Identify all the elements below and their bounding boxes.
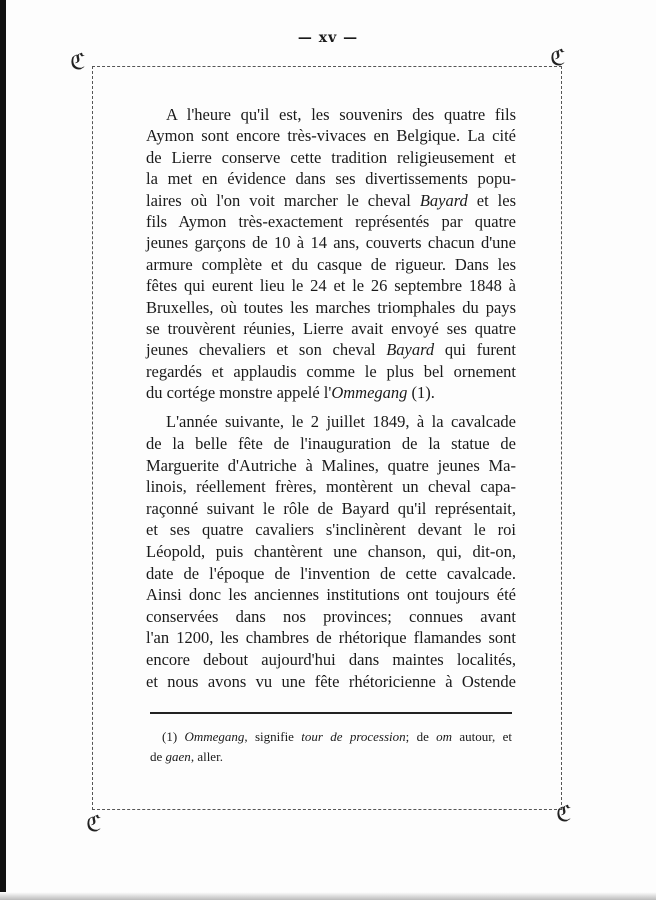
italic-text: tour de procession	[301, 729, 406, 744]
text-line	[146, 455, 516, 477]
text-segment: de la belle fête de l'inauguration de la statue de	[146, 434, 516, 454]
text-segment: ; de	[405, 729, 437, 744]
text-segment: regardés et applaudis comme le plus bel ornement	[146, 361, 516, 381]
footnote	[150, 727, 512, 767]
text-line	[146, 649, 516, 671]
text-line	[146, 211, 516, 232]
text-segment: jeunes chevaliers et son cheval	[146, 340, 387, 360]
text-segment: encore debout aujourd'hui dans maintes localités,	[146, 650, 516, 669]
text-line	[146, 433, 516, 455]
paragraph	[146, 411, 516, 692]
text-segment: Léopold, puis chantèrent une chanson, qui, dit-on,	[146, 542, 516, 562]
text-segment: et les	[467, 190, 516, 210]
text-segment: , signifie	[244, 729, 302, 744]
text-segment: , aller.	[190, 749, 223, 764]
text-line	[146, 498, 516, 520]
text-segment: L'année suivante, le 2 juillet 1849, à la cavalcade	[166, 412, 516, 432]
italic-text: Bayard	[419, 190, 468, 210]
text-segment: (1)	[162, 729, 185, 744]
text-segment: conservées dans nos provinces; connues avant	[146, 606, 516, 626]
text-segment: qui furent	[434, 340, 516, 360]
text-segment: (1).	[407, 383, 435, 403]
text-segment: de Lierre conserve cette tradition religieusement et	[146, 147, 516, 167]
corner-ornament-icon: ℭ	[70, 50, 86, 75]
text-segment: l'an 1200, les chambres de rhétorique flamandes sont	[146, 628, 516, 648]
text-line	[146, 476, 516, 498]
text-line	[146, 125, 516, 146]
italic-text: Bayard	[386, 340, 435, 360]
text-segment: et nous avons vu une fête rhétoricienne à Ostende	[146, 671, 516, 691]
corner-ornament-icon: ℭ	[86, 812, 102, 837]
scan-shadow	[0, 892, 656, 900]
text-segment: la met en évidence dans ses divertissements popu-	[146, 169, 516, 189]
text-line	[150, 727, 512, 747]
text-segment: A l'heure qu'il est, les souvenirs des quatre fils	[166, 105, 516, 124]
text-line	[150, 747, 512, 767]
text-line	[146, 606, 516, 628]
text-segment: de	[150, 749, 166, 764]
text-line	[146, 339, 516, 360]
text-line	[146, 519, 516, 541]
text-line	[146, 232, 516, 253]
page-number: — xv —	[297, 30, 359, 46]
text-segment: laires où l'on voit marcher le cheval	[146, 190, 420, 210]
text-line	[146, 104, 516, 125]
text-segment: raçonné suivant le rôle de Bayard qu'il représentait,	[146, 498, 516, 518]
text-line	[146, 297, 516, 318]
corner-ornament-icon: ℭ	[550, 46, 566, 71]
scan-edge	[0, 0, 6, 900]
text-line	[146, 190, 516, 211]
text-segment: armure complète et du casque de rigueur. Dans les	[146, 254, 516, 274]
text-segment: Aymon sont encore très-vivaces en Belgique. La cité	[146, 126, 516, 146]
text-line	[146, 671, 516, 693]
text-segment: Bruxelles, où toutes les marches triomphales du pays	[146, 297, 516, 317]
italic-text: om	[436, 729, 453, 744]
text-line	[146, 382, 516, 403]
text-line	[146, 627, 516, 649]
text-line	[146, 541, 516, 563]
text-segment: jeunes garçons de 10 à 14 ans, couverts chacun d'une	[146, 233, 516, 253]
corner-ornament-icon: ℭ	[556, 802, 572, 827]
text-line	[146, 411, 516, 433]
text-line	[146, 584, 516, 606]
text-segment: Marguerite d'Autriche à Malines, quatre jeunes Ma-	[146, 455, 516, 475]
text-line	[146, 361, 516, 382]
text-segment: se trouvèrent réunies, Lierre avait envoyé ses quatre	[146, 318, 516, 338]
text-line	[146, 563, 516, 585]
text-segment: date de l'époque de l'invention de cette cavalcade.	[146, 563, 516, 583]
text-segment: linois, réellement frères, montèrent un cheval capa-	[146, 477, 516, 497]
body-text	[146, 104, 516, 692]
text-line	[146, 275, 516, 296]
italic-text: gaen	[165, 749, 191, 764]
italic-text: Ommegang	[184, 729, 245, 744]
text-line	[146, 147, 516, 168]
paragraph	[146, 104, 516, 403]
footnote-rule	[150, 712, 512, 714]
text-line	[146, 168, 516, 189]
text-segment: fils Aymon très-exactement représentés par quatre	[146, 211, 516, 231]
text-segment: et ses quatre cavaliers s'inclinèrent devant le roi	[146, 520, 516, 540]
text-segment: fêtes qui eurent lieu le 24 et le 26 septembre 1848 à	[146, 276, 516, 296]
text-line	[146, 318, 516, 339]
text-segment: Ainsi donc les anciennes institutions ont toujours été	[146, 585, 516, 605]
text-segment: autour, et	[452, 729, 512, 744]
italic-text: Ommegang	[331, 383, 408, 403]
text-segment: du cortége monstre appelé l'	[146, 383, 332, 403]
text-line	[146, 254, 516, 275]
